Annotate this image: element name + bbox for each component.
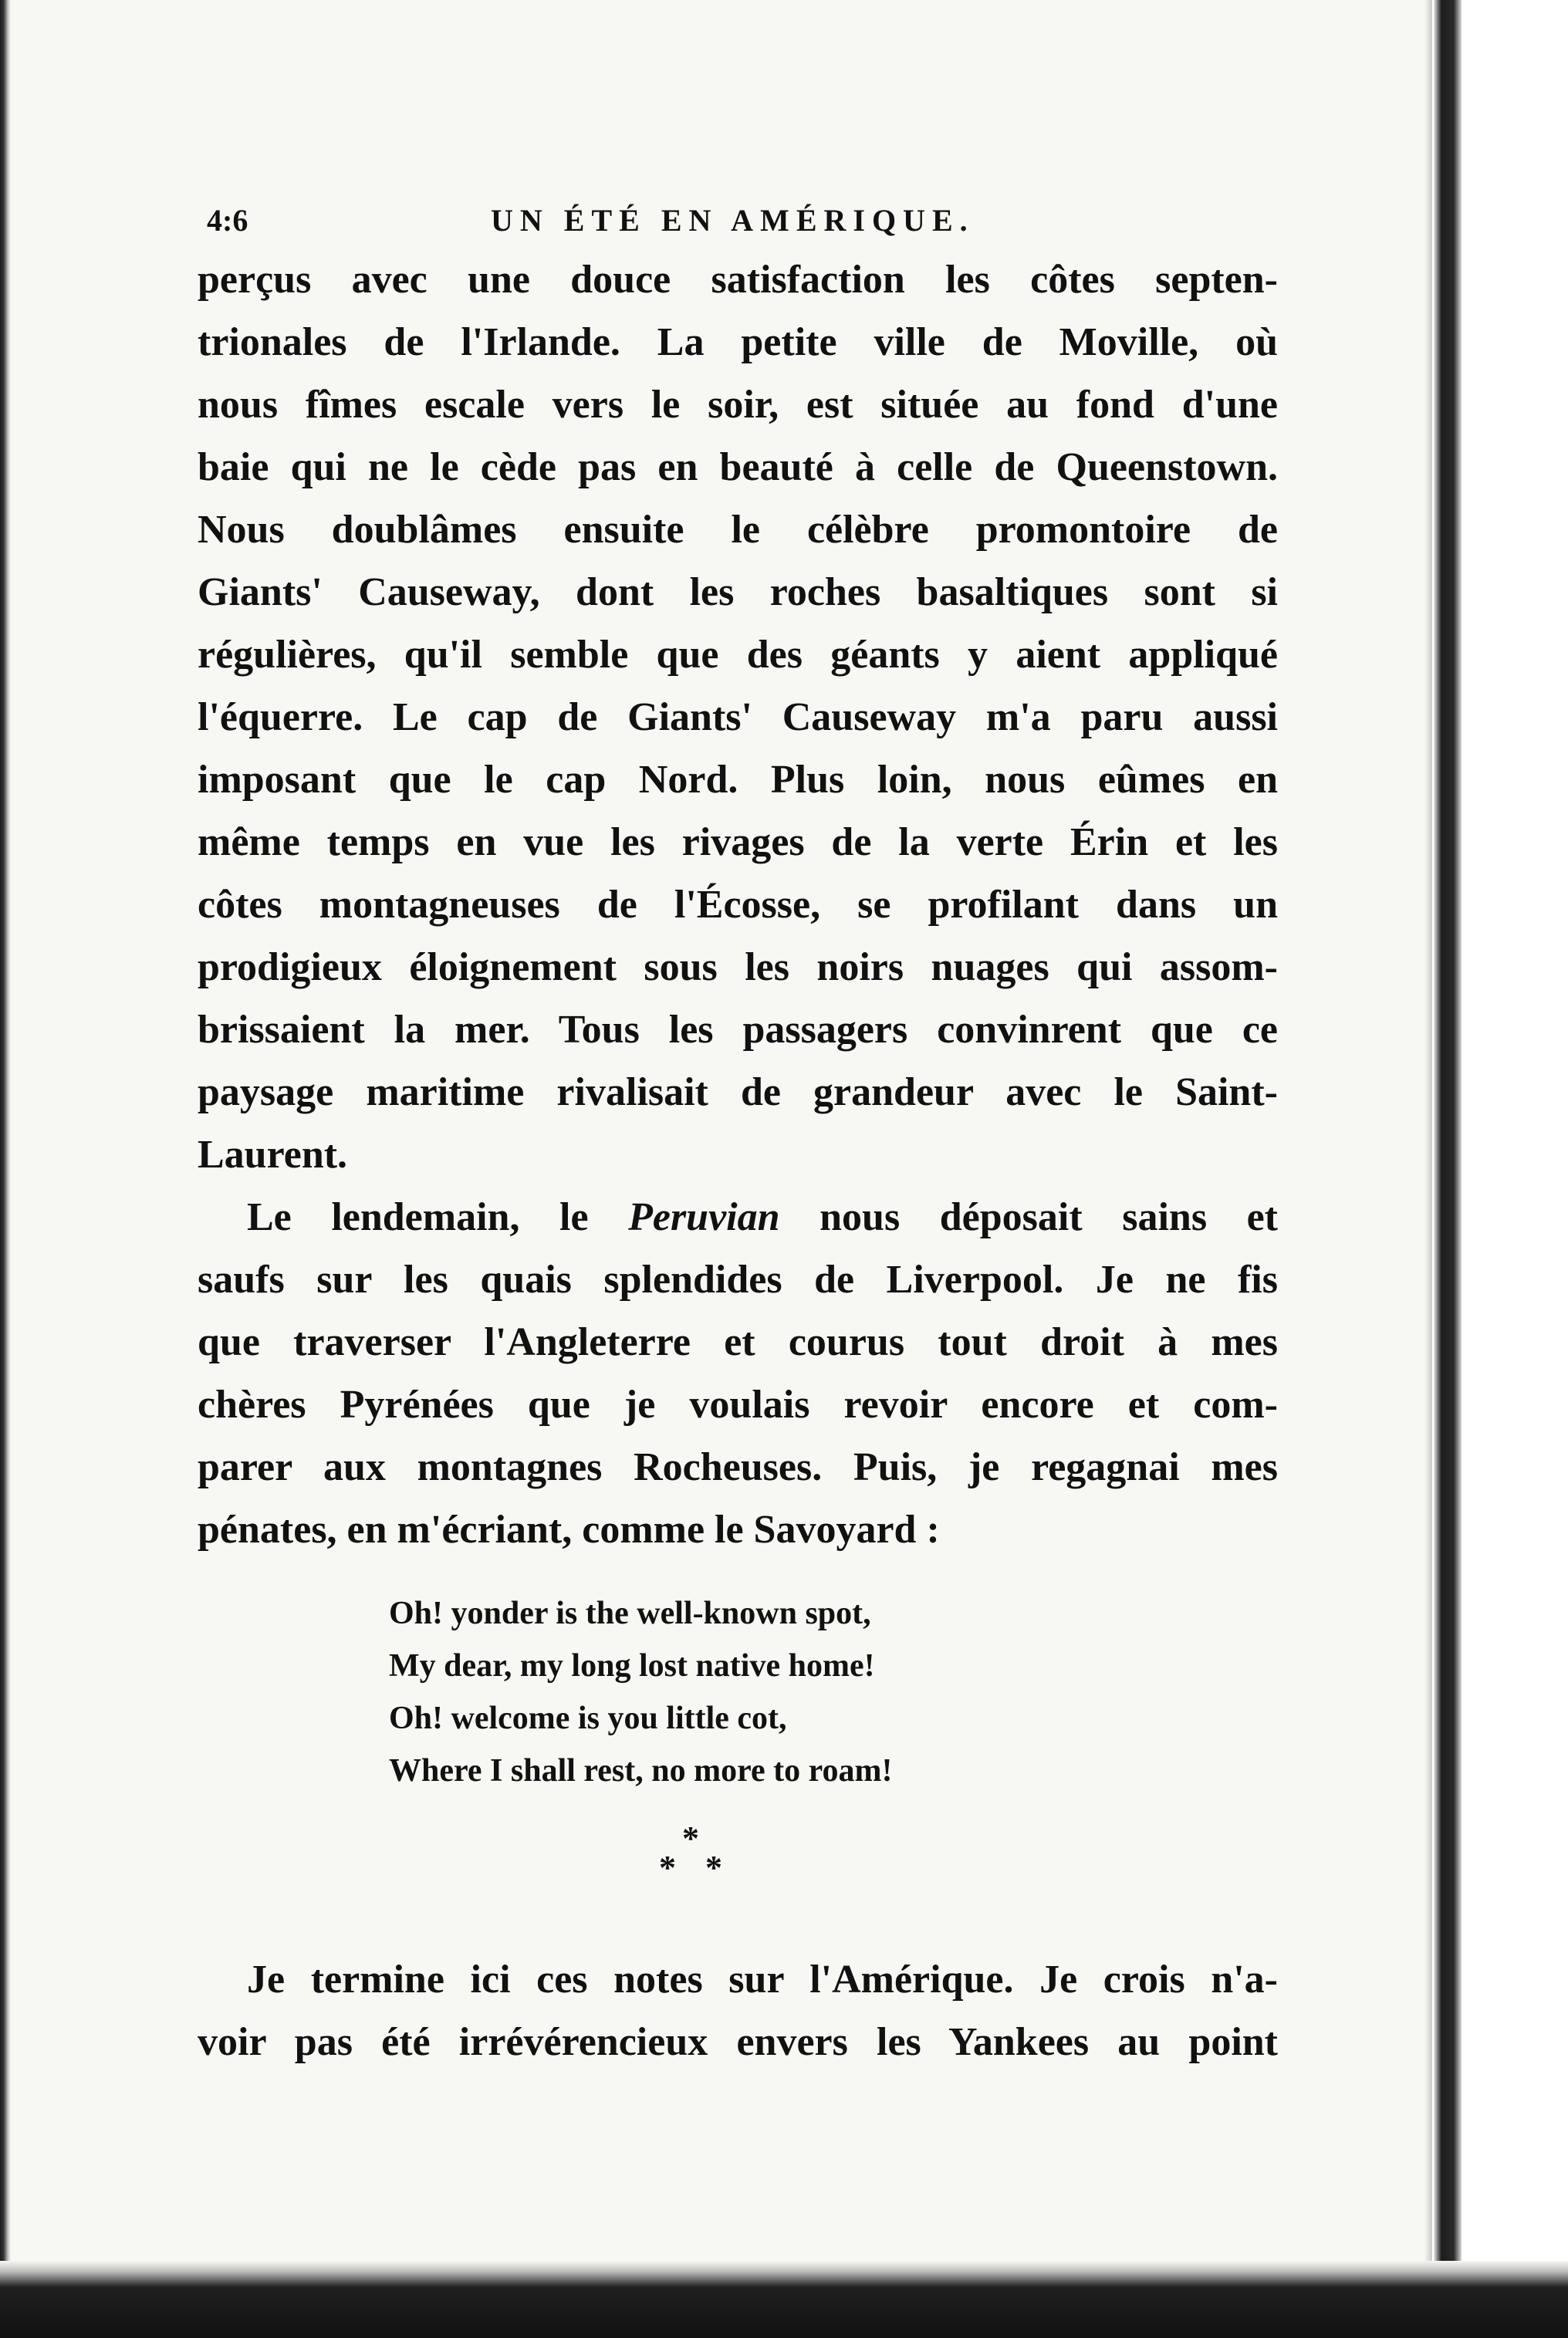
text-line: trionales de l'Irlande. La petite ville de Moville, où <box>198 320 1278 364</box>
bottom-scan-band <box>0 2261 1568 2338</box>
ship-name: Peruvian <box>628 1195 780 1239</box>
text-segment: nous déposait sains et <box>779 1195 1279 1239</box>
paragraph-1 <box>198 248 1278 1186</box>
text-line: prodigieux éloignement sous les noirs nuages qui assom- <box>198 945 1278 989</box>
text-line: que traverser l'Angleterre et courus tout droit à mes <box>198 1320 1278 1364</box>
verse-line: My dear, my long lost native home! <box>389 1648 875 1684</box>
right-binding-shadow <box>1424 0 1568 2338</box>
text-line: Nous doublâmes ensuite le célèbre promontoire de <box>198 508 1278 552</box>
text-line: côtes montagneuses de l'Écosse, se profilant dans un <box>198 883 1278 927</box>
paragraph-3 <box>198 1948 1278 2073</box>
binding-edge-gradient <box>1424 0 1432 2338</box>
page-number: 4:6 <box>207 203 248 238</box>
verse-line: Oh! yonder is the well-known spot, <box>389 1596 871 1631</box>
text-line: Je termine ici ces notes sur l'Amérique. Je crois n'a- <box>247 1958 1278 2002</box>
text-line: voir pas été irrévérencieux envers les Yankees au point <box>198 2020 1278 2064</box>
page-text <box>198 193 1278 2073</box>
text-line: Laurent. <box>198 1133 348 1177</box>
text-line: Giants' Causeway, dont les roches basaltiques sont si <box>198 570 1278 614</box>
text-line: régulières, qu'il semble que des géants y aient appliqué <box>198 633 1278 677</box>
text-line: baie qui ne le cède pas en beauté à celle de Queenstown. <box>198 445 1278 489</box>
text-line: même temps en vue les rivages de la verte Érin et les <box>198 820 1278 864</box>
left-gutter-shadow <box>0 0 11 2338</box>
text-segment: Le lendemain, le <box>247 1195 629 1239</box>
text-line: imposant que le cap Nord. Plus loin, nous eûmes en <box>198 758 1278 802</box>
text-line: perçus avec une douce satisfaction les côtes septen- <box>198 258 1278 302</box>
text-line: pénates, en m'écriant, comme le Savoyard : <box>198 1508 940 1552</box>
verse-line: Oh! welcome is you little cot, <box>389 1701 787 1736</box>
running-header <box>198 193 1278 248</box>
running-title: UN ÉTÉ EN AMÉRIQUE. <box>491 203 975 238</box>
asterisk: * <box>659 1849 676 1887</box>
asterism-divider <box>648 1819 803 1904</box>
text-line: parer aux montagnes Rocheuses. Puis, je regagnai mes <box>198 1445 1278 1489</box>
text-line: chères Pyrénées que je voulais revoir encore et com- <box>198 1383 1278 1427</box>
paragraph-2 <box>198 1186 1278 1561</box>
asterisk: * <box>682 1819 699 1857</box>
verse-line: Where I shall rest, no more to roam! <box>389 1753 893 1789</box>
binding-dark-bar <box>1434 0 1462 2338</box>
text-line: l'équerre. Le cap de Giants' Causeway m'a paru aussi <box>198 695 1278 739</box>
text-line: saufs sur les quais splendides de Liverpool. Je ne fis <box>198 1258 1278 1302</box>
verse-quote <box>389 1587 1278 1797</box>
text-line: paysage maritime rivalisait de grandeur avec le Saint- <box>198 1070 1278 1114</box>
text-line: brissaient la mer. Tous les passagers convinrent que ce <box>198 1008 1278 1052</box>
text-line <box>198 1186 1278 1248</box>
asterisk: * <box>705 1849 722 1887</box>
text-line: nous fîmes escale vers le soir, est située au fond d'une <box>198 383 1278 427</box>
